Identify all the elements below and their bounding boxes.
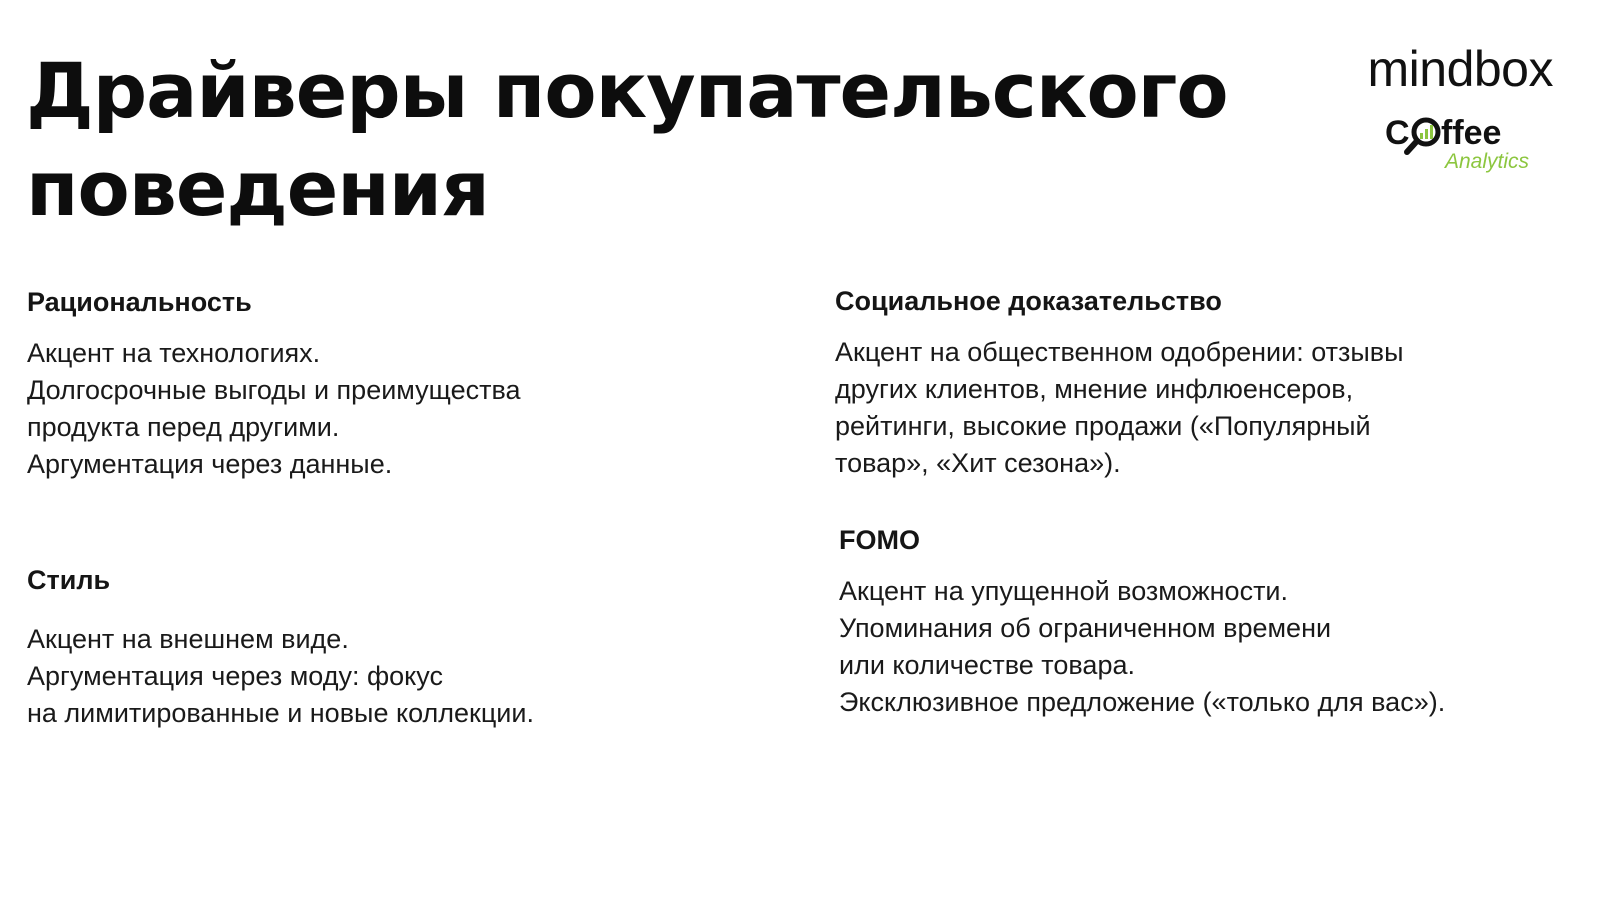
logos xyxy=(1293,40,1553,180)
fomo-block xyxy=(839,523,1445,721)
slide-title-line-2: поведения xyxy=(26,144,489,233)
social-proof-line: товар», «Хит сезона»). xyxy=(835,448,1121,478)
fomo-line: или количестве товара. xyxy=(839,650,1135,680)
style-line: Акцент на внешнем виде. xyxy=(27,624,349,654)
social-proof-line: других клиентов, мнение инфлюенсеров, xyxy=(835,374,1354,404)
mindbox-logo: mindbox xyxy=(1367,41,1553,97)
slide-title xyxy=(26,42,1306,238)
style-block xyxy=(27,563,534,732)
social-proof-block xyxy=(835,284,1404,482)
coffee-analytics-logo-graphic xyxy=(1383,110,1553,175)
slide-title-line-1: Драйверы покупательского xyxy=(26,46,1228,135)
rationality-line: Аргументация через данные. xyxy=(27,449,393,479)
coffee-logo-c: C xyxy=(1385,114,1410,152)
social-proof-line: рейтинги, высокие продажи («Популярный xyxy=(835,411,1371,441)
rationality-block xyxy=(27,285,521,483)
fomo-heading: FOMO xyxy=(839,525,920,555)
rationality-line: продукта перед другими. xyxy=(27,412,340,442)
fomo-line: Акцент на упущенной возможности. xyxy=(839,576,1289,606)
fomo-line: Упоминания об ограниченном времени xyxy=(839,613,1332,643)
social-proof-line: Акцент на общественном одобрении: отзывы xyxy=(835,337,1404,367)
fomo-line: Эксклюзивное предложение («только для вас»). xyxy=(839,687,1446,717)
style-heading: Стиль xyxy=(27,565,111,595)
rationality-text xyxy=(27,335,521,483)
coffee-analytics-logo xyxy=(1383,110,1553,175)
style-line: Аргументация через моду: фокус xyxy=(27,661,443,691)
rationality-line: Акцент на технологиях. xyxy=(27,338,321,368)
style-line: на лимитированные и новые коллекции. xyxy=(27,698,534,728)
style-text xyxy=(27,621,534,732)
social-proof-text xyxy=(835,334,1404,482)
rationality-line: Долгосрочные выгоды и преимущества xyxy=(27,375,521,405)
fomo-text xyxy=(839,573,1445,721)
rationality-heading: Рациональность xyxy=(27,287,252,317)
social-proof-heading: Социальное доказательство xyxy=(835,286,1222,316)
coffee-logo-ffee: ffee xyxy=(1441,114,1502,152)
analytics-logo-text: Analytics xyxy=(1445,150,1530,173)
